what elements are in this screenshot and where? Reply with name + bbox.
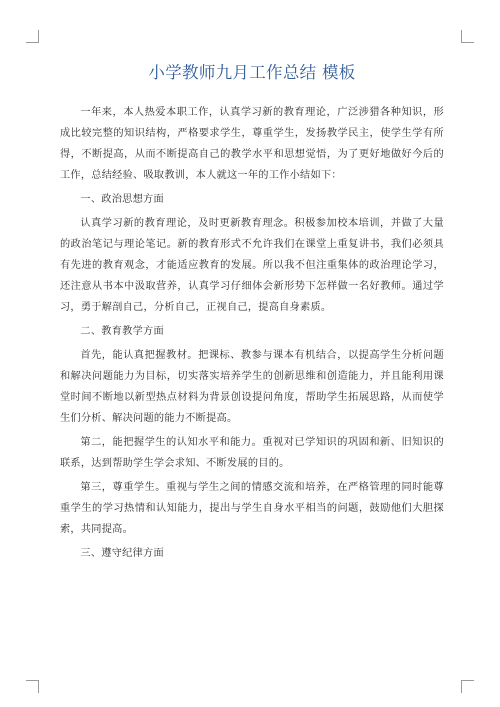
crop-mark-bottom-right (461, 680, 474, 693)
section-heading-teaching: 二、教育教学方面 (80, 326, 164, 337)
crop-mark-bottom-left (26, 680, 39, 693)
crop-mark-top-left (26, 30, 39, 43)
paragraph-intro: 一年来，本人热爱本职工作，认真学习新的教育理论，广泛涉猎各种知识，形成比较完整的知识结构，严格要求学生，尊重学生，发扬教学民主，使学生学有所得，不断提高，从而不断提高自己的教学水平和思想觉悟，为了更好地做好今后的工作，总结经验、吸取教训，本人就这一年的工作小结如下： (60, 107, 444, 181)
paragraph-teaching-third: 第三，尊重学生。重视与学生之间的情感交流和培养，在严格管理的同时能尊重学生的学习热情和认知能力，提出与学生自身水平相当的问题，鼓励他们大胆探索，共同提高。 (60, 482, 444, 535)
document-body (60, 102, 444, 564)
document-page (60, 62, 444, 567)
crop-mark-top-right (461, 30, 474, 43)
paragraph-teaching-second: 第二，能把握学生的认知水平和能力。重视对已学知识的巩固和新、旧知识的联系，达到帮助学生学会求知、不断发展的目的。 (60, 437, 444, 469)
document-title: 小学教师九月工作总结 模板 (148, 63, 356, 82)
paragraph-politics: 认真学习新的教育理论，及时更新教育理念。积极参加校本培训，并做了大量的政治笔记与理论笔记。新的教育形式不允许我们在课堂上重复讲书，我们必须具有先进的教育观念，才能适应教育的发展。所以我不但注重集体的政治理论学习，还注意从书本中汲取营养，认真学习仔细体会新形势下怎样做一名好教师。通过学习，勇于解剖自己，分析自己，正视自己，提高自身素质。 (60, 218, 444, 313)
section-heading-politics: 一、政治思想方面 (80, 194, 164, 205)
section-heading-discipline: 三、遵守纪律方面 (80, 548, 164, 559)
paragraph-teaching-first: 首先，能认真把握教材。把课标、教参与课本有机结合，以提高学生分析问题和解决问题能力为目标，切实落实培养学生的创新思维和创造能力，并且能利用课堂时间不断地以新型热点材料为背景创设提问角度，帮助学生拓展思路，从而使学生们分析、解决问题的能力不断提高。 (60, 350, 444, 424)
